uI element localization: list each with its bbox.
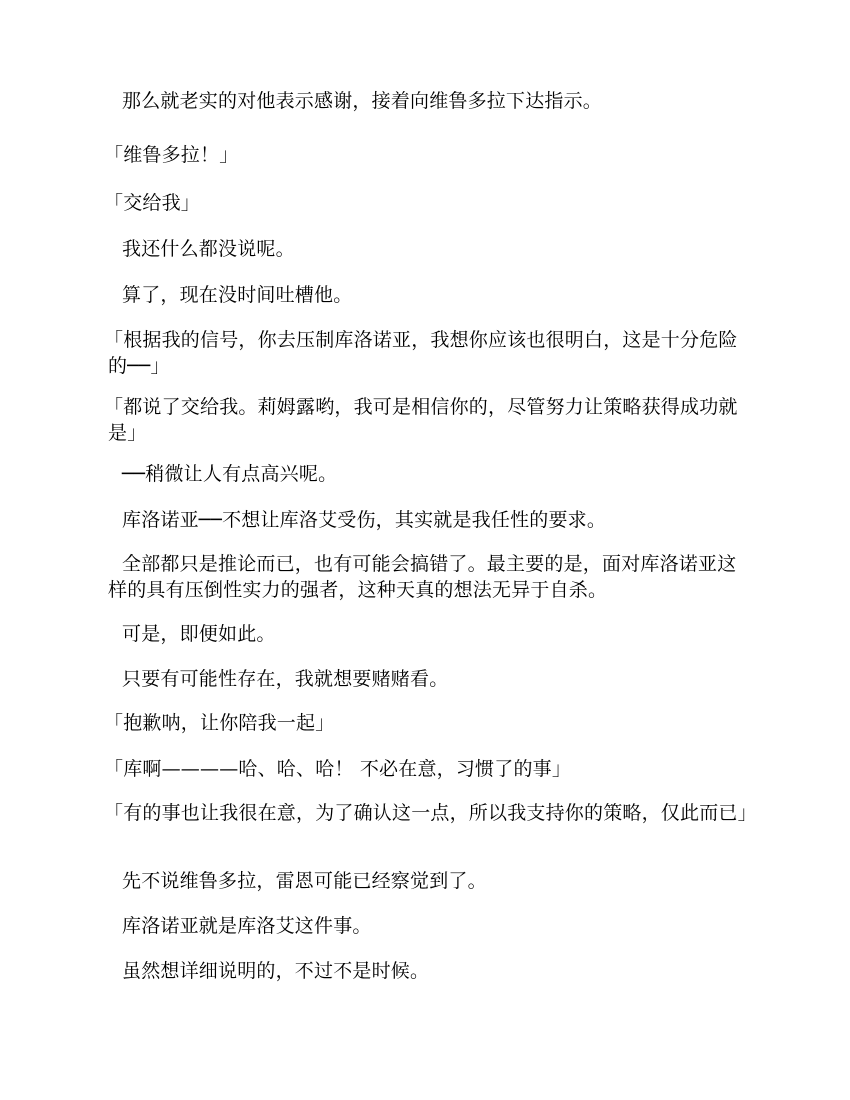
paragraph-4: 我还什么都没说呢。	[122, 238, 295, 260]
paragraph-11: 可是，即便如此。	[122, 623, 276, 645]
paragraph-14: 「库啊————哈、哈、哈！ 不必在意，习惯了的事」	[104, 758, 572, 780]
paragraph-12: 只要有可能性存在，我就想要赌赌看。	[122, 668, 449, 690]
paragraph-13: 「抱歉呐，让你陪我一起」	[104, 712, 335, 734]
paragraph-2: 「维鲁多拉！」	[104, 144, 239, 166]
paragraph-17: 库洛诺亚就是库洛艾这件事。	[122, 915, 372, 937]
paragraph-9: 库洛诺亚──不想让库洛艾受伤，其实就是我任性的要求。	[122, 509, 607, 531]
paragraph-8: ──稍微让人有点高兴呢。	[122, 463, 338, 485]
paragraph-5: 算了，现在没时间吐槽他。	[122, 284, 353, 306]
paragraph-15: 「有的事也让我很在意，为了确认这一点，所以我支持你的策略，仅此而已」	[104, 802, 757, 824]
paragraph-6: 「根据我的信号，你去压制库洛诺亚，我想你应该也很明白，这是十分危险的──」	[104, 329, 738, 377]
paragraph-18: 虽然想详细说明的，不过不是时候。	[122, 960, 430, 982]
paragraph-16: 先不说维鲁多拉，雷恩可能已经察觉到了。	[122, 870, 487, 892]
paragraph-10: 全部都只是推论而已，也有可能会搞错了。最主要的是，面对库洛诺亚这样的具有压倒性实力的强者，这种天真的想法无异于自杀。	[108, 553, 737, 601]
paragraph-7: 「都说了交给我。莉姆露哟，我可是相信你的，尽管努力让策略获得成功就是」	[104, 396, 738, 444]
paragraph-1: 那么就老实的对他表示感谢，接着向维鲁多拉下达指示。	[122, 90, 603, 112]
paragraph-3: 「交给我」	[104, 192, 201, 214]
